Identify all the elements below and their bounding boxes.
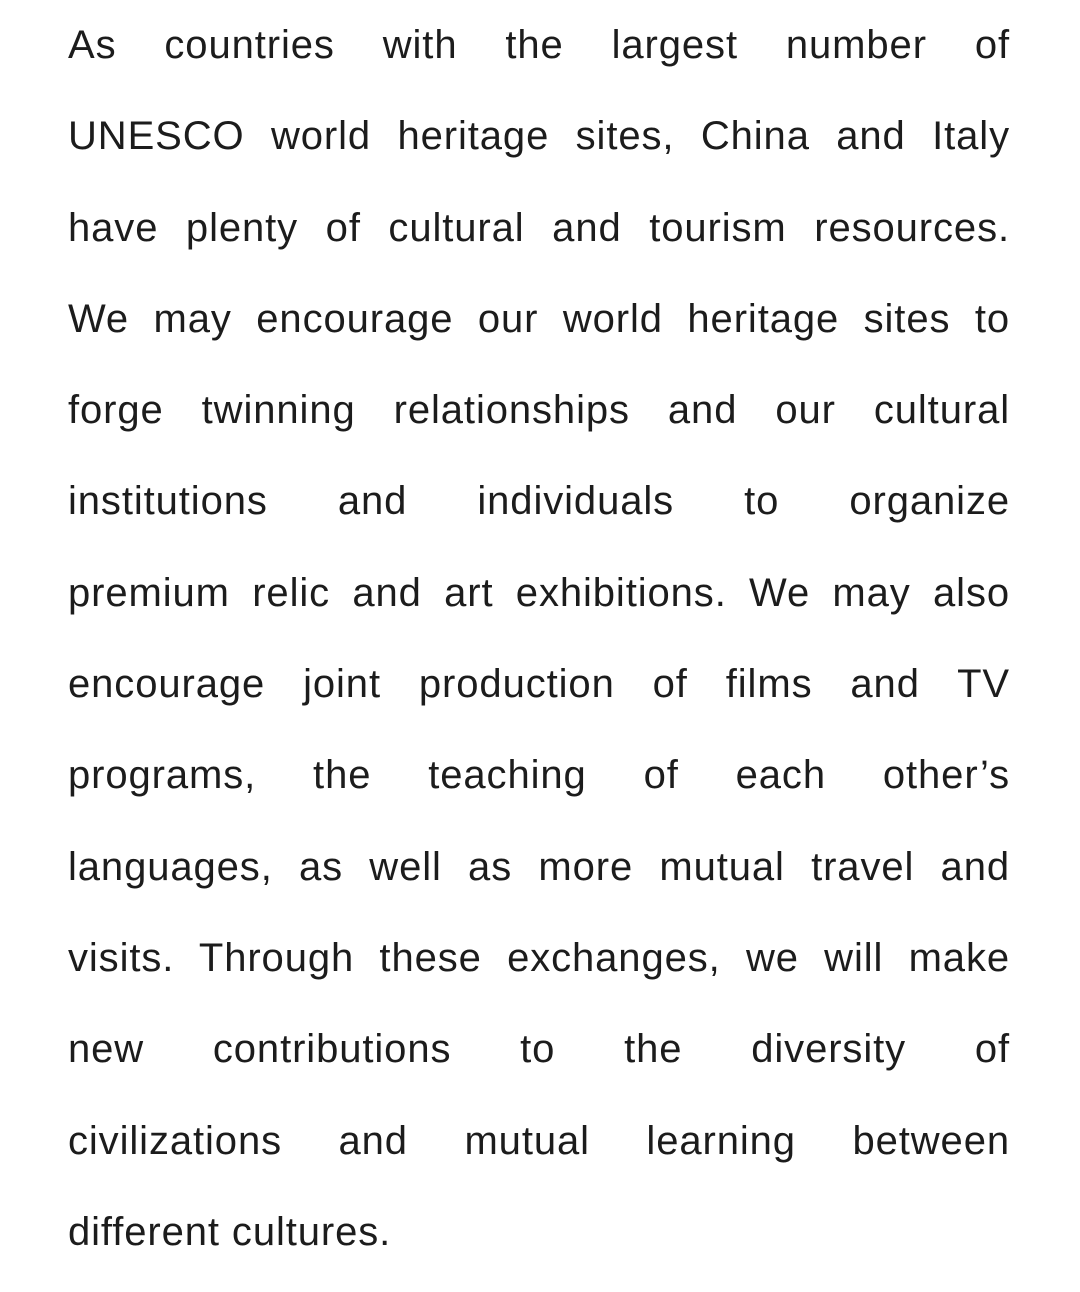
paragraph-line: UNESCO world heritage sites, China and Italy: [68, 114, 1010, 159]
paragraph-line: encourage joint production of films and TV: [68, 662, 1010, 707]
paragraph-line: civilizations and mutual learning between: [68, 1118, 1010, 1163]
paragraph-line: As countries with the largest number of: [68, 23, 1010, 67]
paragraph-line: visits. Through these exchanges, we will make: [68, 935, 1010, 980]
paragraph-line: new contributions to the diversity of: [68, 1027, 1010, 1072]
paragraph-line: We may encourage our world heritage sites to: [68, 296, 1010, 341]
paragraph-line: premium relic and art exhibitions. We may also: [68, 570, 1010, 615]
paragraph-line: programs, the teaching of each other’s: [68, 753, 1010, 798]
paragraph-line: institutions and individuals to organize: [68, 479, 1010, 524]
paragraph-line: languages, as well as more mutual travel and: [68, 844, 1010, 889]
paragraph-line: have plenty of cultural and tourism resources.: [68, 205, 1010, 250]
article-paragraph: [68, 0, 1010, 1278]
paragraph-line: forge twinning relationships and our cultural: [68, 388, 1010, 433]
paragraph-line-last: different cultures.: [68, 1209, 392, 1254]
